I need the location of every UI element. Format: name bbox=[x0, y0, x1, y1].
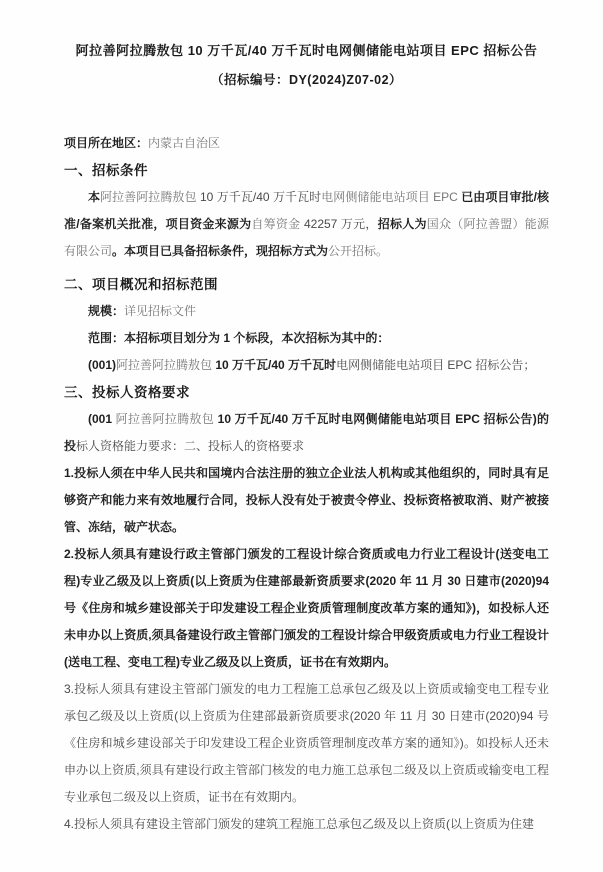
tender-scope-line bbox=[64, 325, 549, 352]
tender-number: （招标编号：DY(2024)Z07-02） bbox=[210, 73, 403, 87]
text-run: 10 万千瓦/40 万千瓦时 bbox=[199, 190, 322, 204]
text-run: 本 bbox=[88, 190, 101, 204]
project-scale-line bbox=[64, 298, 549, 325]
scale-label: 规模： bbox=[88, 304, 125, 318]
project-location-label: 项目所在地区： bbox=[64, 136, 149, 150]
section-heading-bidder-qualifications: 三、投标人资格要求 bbox=[64, 385, 190, 400]
section-heading-tender-conditions: 一、招标条件 bbox=[64, 163, 148, 178]
text-run: 阿拉善阿拉腾敖包 bbox=[116, 358, 216, 372]
text-run: 标人资格能力要求：二、投标人的资格要求 bbox=[76, 439, 305, 453]
text-run: 公开招标。 bbox=[328, 244, 389, 258]
text-run: 国众（阿拉善盟）能源有限公司 bbox=[64, 217, 549, 258]
qualification-intro-paragraph bbox=[64, 406, 549, 460]
scope-value: 本招标项目划分为 1 个标段，本次招标为其中的： bbox=[124, 331, 390, 345]
qualification-clause-2: 2.投标人须具有建设行政主管部门颁发的工程设计综合资质或电力行业工程设计(送变电工程)专业乙级及以上资质(以上资质为住建部最新资质要求(2020 年 11 月 30 日建市(2020)94 号《住房和城乡建设部关于印发建设工程企业资质管理制度改革方案的通知》)，如投标人还未申办以上资质,须具备建设行政主管部门颁发的工程设计综合甲级资质或电力行业工程设计(送电工程、变电工程)专业乙级及以上资质，证书在有效期内。 bbox=[64, 547, 549, 669]
text-run: (001 bbox=[88, 412, 116, 426]
text-run: 10 万千瓦/40 万千瓦时 bbox=[215, 358, 337, 372]
lot-001-line bbox=[64, 352, 549, 379]
qualification-clause-1: 1.投标人须在中华人民共和国境内合法注册的独立企业法人机构或其他组织的，同时具有足够资产和能力来有效地履行合同，投标人没有处于被责令停业、投标资格被取消、财产被接管、冻结，破产状态。 bbox=[64, 466, 549, 534]
text-run: (001) bbox=[88, 358, 117, 372]
project-location-value: 内蒙古自治区 bbox=[148, 136, 221, 150]
scale-value: 详见招标文件 bbox=[124, 304, 197, 318]
text-run: 阿拉善阿拉腾敖包 bbox=[100, 190, 200, 204]
text-run: 电网侧储能电站项目 EPC bbox=[321, 190, 462, 204]
tender-conditions-paragraph bbox=[64, 184, 549, 265]
text-run: 42257 万元， bbox=[303, 217, 378, 231]
text-run: 阿拉善阿拉腾敖包 bbox=[115, 412, 218, 426]
text-run: 电网侧储能电站项目 EPC 招标公告； bbox=[336, 358, 536, 372]
project-location-line bbox=[64, 130, 549, 157]
text-run: 自筹资金 bbox=[251, 217, 304, 231]
qualification-clause-3: 3.投标人须具有建设主管部门颁发的电力工程施工总承包乙级及以上资质或输变电工程专业承包乙级及以上资质(以上资质为住建部最新资质要求(2020 年 11 月 30 日建市(2020)94 号《住房和城乡建设部关于印发建设工程企业资质管理制度改革方案的通知》)。如投标人还未申办以上资质,须具有建设行政主管部门核发的电力施工总承包二级及以上资质或输变电工程专业承包二级及以上资质，证书在有效期内。 bbox=[64, 682, 549, 804]
text-run: 。本项目已具备招标条件，现招标方式为 bbox=[112, 244, 329, 258]
text-run: 10 万千瓦/40 万千瓦时电网侧储能电站项目 EPC 招标公告)的投 bbox=[64, 412, 549, 453]
text-run: 已由项目审批/核准/备案机关批准，项目资金来源为 bbox=[64, 190, 549, 231]
section-heading-project-overview: 二、项目概况和招标范围 bbox=[64, 277, 218, 292]
qualification-clause-4: 4.投标人须具有建设主管部门颁发的建筑工程施工总承包乙级及以上资质(以上资质为住建 bbox=[64, 817, 535, 831]
document-title: 阿拉善阿拉腾敖包 10 万千瓦/40 万千瓦时电网侧储能电站项目 EPC 招标公告 bbox=[75, 43, 538, 58]
text-run: 招标人为 bbox=[377, 217, 427, 231]
scope-label: 范围： bbox=[88, 331, 125, 345]
